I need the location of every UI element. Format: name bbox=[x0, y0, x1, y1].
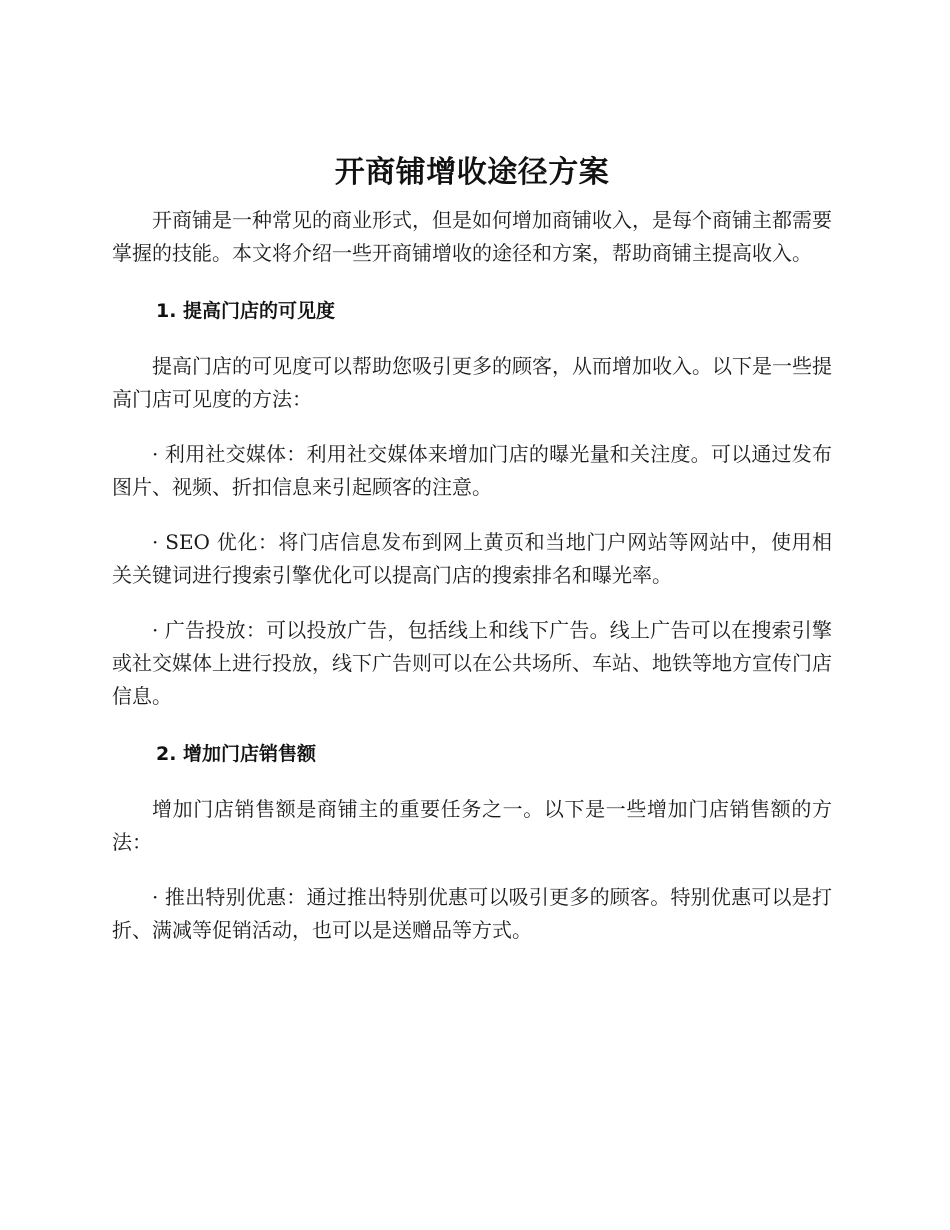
section-2-heading: 2. 增加门店销售额 bbox=[156, 743, 317, 765]
intro-paragraph: 开商铺是一种常见的商业形式，但是如何增加商铺收入，是每个商铺主都需要掌握的技能。本文将介绍一些开商铺增收的途径和方案，帮助商铺主提高收入。 bbox=[112, 208, 832, 265]
document-body bbox=[112, 150, 832, 947]
document-title: 开商铺增收途径方案 bbox=[334, 155, 610, 190]
section-1-bullet-advertising: · 广告投放：可以投放广告，包括线上和线下广告。线上广告可以在搜索引擎或社交媒体上进行投放，线下广告则可以在公共场所、车站、地铁等地方宣传门店信息。 bbox=[112, 618, 832, 708]
section-1-intro: 提高门店的可见度可以帮助您吸引更多的顾客，从而增加收入。以下是一些提高门店可见度的方法： bbox=[112, 354, 832, 411]
section-1-bullet-social-media: · 利用社交媒体：利用社交媒体来增加门店的曝光量和关注度。可以通过发布图片、视频、折扣信息来引起顾客的注意。 bbox=[112, 442, 832, 499]
section-1-bullet-seo: · SEO 优化：将门店信息发布到网上黄页和当地门户网站等网站中，使用相关关键词进行搜索引擎优化可以提高门店的搜索排名和曝光率。 bbox=[112, 530, 832, 587]
section-2-intro: 增加门店销售额是商铺主的重要任务之一。以下是一些增加门店销售额的方法： bbox=[112, 797, 832, 854]
section-1-heading: 1. 提高门店的可见度 bbox=[156, 300, 336, 322]
section-2-bullet-special-offers: · 推出特别优惠：通过推出特别优惠可以吸引更多的顾客。特别优惠可以是打折、满减等促销活动，也可以是送赠品等方式。 bbox=[112, 885, 832, 942]
